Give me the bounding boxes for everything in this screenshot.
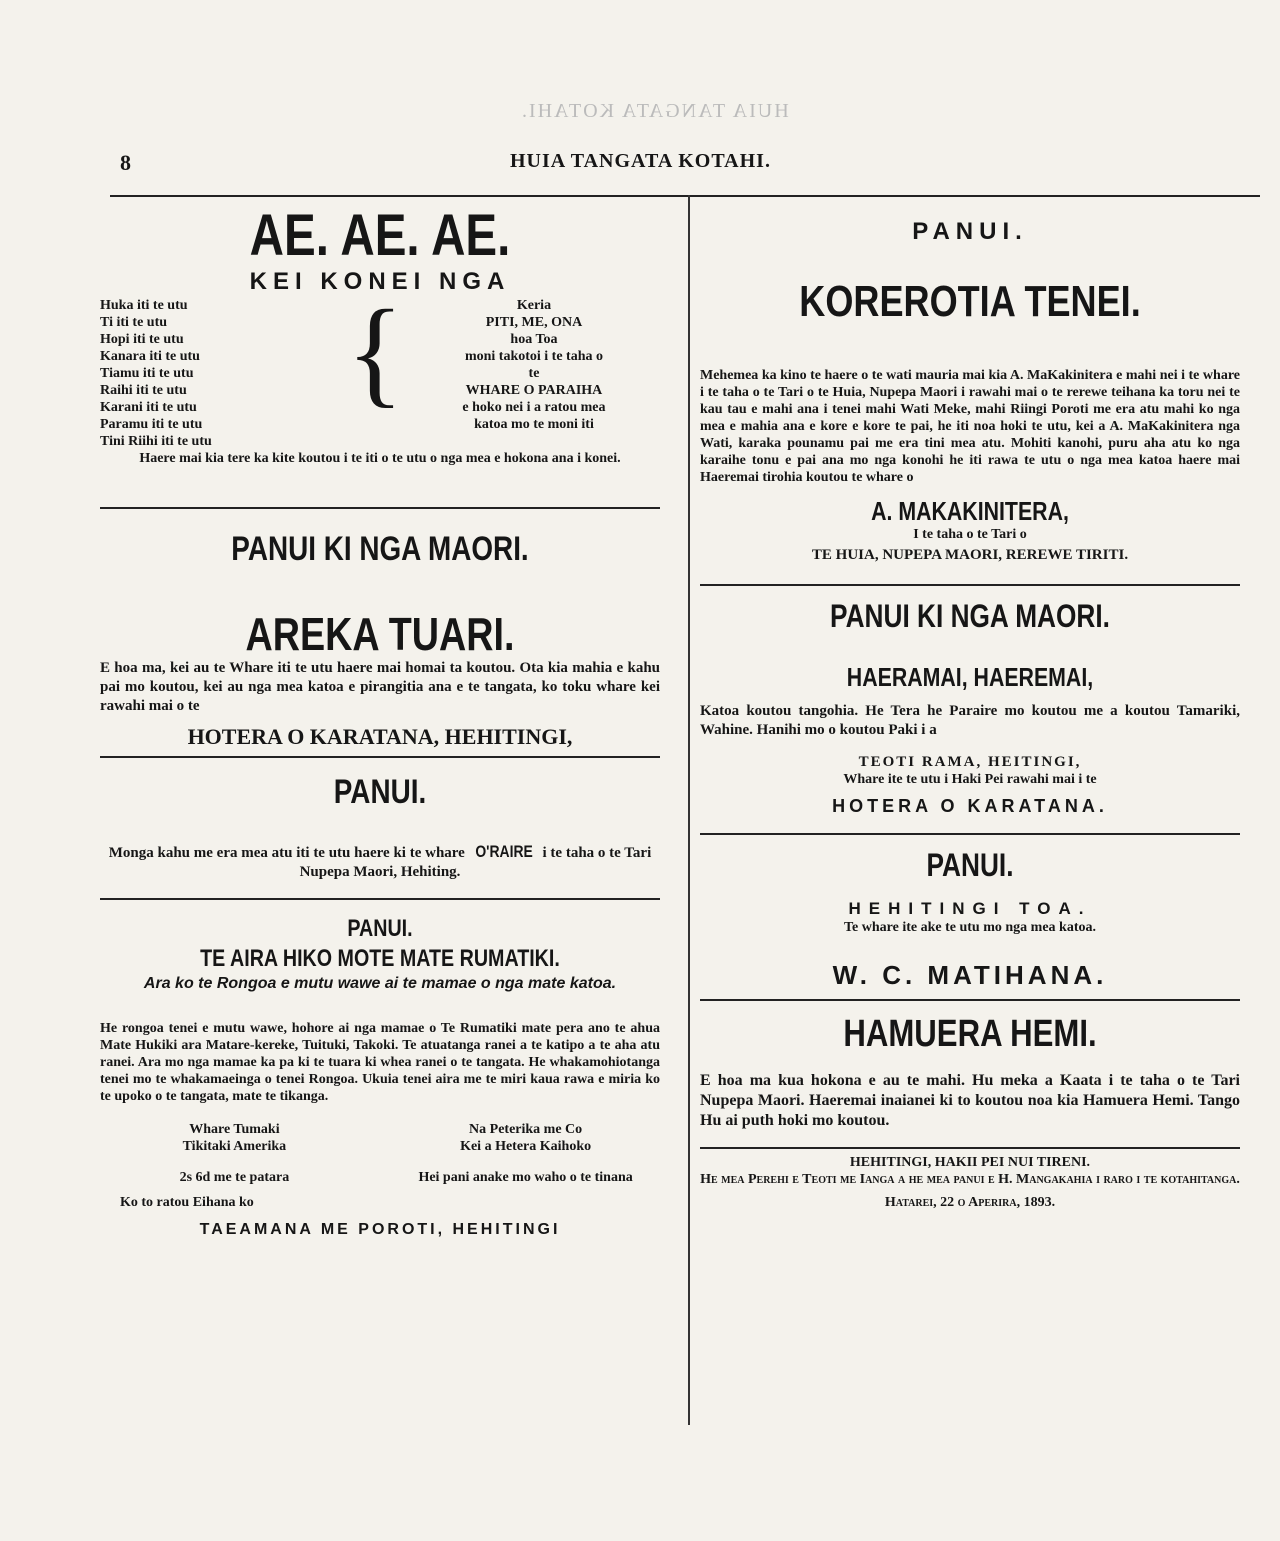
goods-item: Tini Riihi iti te utu bbox=[100, 434, 212, 449]
ad-oraire bbox=[100, 772, 660, 882]
ad-headline: KOREROTIA TENEI. bbox=[799, 277, 1141, 326]
right-column bbox=[700, 205, 1240, 1211]
shop-details bbox=[408, 297, 660, 433]
ad-body: Katoa koutou tangohia. He Tera he Paraire mo koutou me a koutou Tamariki, Wahine. Hanihi mo o koutou Paki i a bbox=[700, 703, 1240, 738]
ad-aira-hiko bbox=[100, 914, 660, 1239]
shop-name: O'RAIRE bbox=[474, 842, 533, 861]
store-name: HEHITINGI TOA. bbox=[848, 899, 1092, 918]
left-column bbox=[100, 205, 660, 1239]
imprint-place: HEHITINGI, HAKII PEI NUI TIRENI. bbox=[849, 1155, 1091, 1170]
seller-line: Kei a Hetera Kaihoko bbox=[460, 1139, 592, 1154]
goods-item: Ti iti te utu bbox=[100, 315, 168, 330]
shop-detail-line: PITI, ME, ONA bbox=[485, 315, 583, 330]
mirrored-bleedthrough-text: HUIA TANGATA KOTAHI. bbox=[520, 100, 789, 122]
goods-item: Karani iti te utu bbox=[100, 400, 197, 415]
agent-label: Ko to ratou Eihana ko bbox=[120, 1195, 254, 1210]
divider bbox=[700, 1147, 1240, 1149]
goods-item: Tiamu iti te utu bbox=[100, 366, 194, 381]
price: 2s 6d me te patara bbox=[179, 1170, 290, 1185]
sellers bbox=[100, 1121, 660, 1155]
divider bbox=[100, 756, 660, 758]
imprint bbox=[700, 1155, 1240, 1211]
brace: { bbox=[346, 285, 404, 418]
sellers-left bbox=[100, 1121, 369, 1155]
product-tagline: Ara ko te Rongoa e mutu wawe ai te mamae o nga mate katoa. bbox=[143, 975, 617, 992]
ad-title: PANUI. bbox=[333, 773, 427, 811]
ad-title: PANUI. bbox=[912, 218, 1028, 245]
ad-matihana bbox=[700, 845, 1240, 991]
divider bbox=[100, 898, 660, 900]
merchant-name: W. C. MATIHANA. bbox=[832, 960, 1108, 990]
ad-teoti-rama bbox=[700, 596, 1240, 817]
product-name: TE AIRA HIKO MOTE MATE RUMATIKI. bbox=[200, 945, 560, 972]
goods-items bbox=[100, 297, 342, 450]
shop-detail-line: te bbox=[528, 366, 540, 381]
top-rule bbox=[110, 195, 1260, 197]
ad-body: E hoa ma kua hokona e au te mahi. Hu meka a Kaata i te taha o te Tari Nupepa Maori. Haeremai inaianei ki to koutou noa kia Hamuera Hemi. Tango Hu ai puth hoki mo koutou. bbox=[700, 1072, 1240, 1129]
seller-line: Tikitaki Amerika bbox=[182, 1139, 287, 1154]
ad-body-text-2: i te taha o te Tari Nupepa Maori, Hehiting. bbox=[299, 845, 652, 880]
ad-body bbox=[100, 842, 660, 882]
sellers-right bbox=[391, 1121, 660, 1155]
ad-subtitle: KEI KONEI NGA bbox=[249, 268, 511, 295]
ad-body: Te whare ite ake te utu mo nga mea katoa. bbox=[844, 920, 1096, 935]
goods-item: Kanara iti te utu bbox=[100, 349, 200, 364]
shop-detail-line: hoa Toa bbox=[510, 332, 558, 347]
shop-detail-line: e hoko nei i a ratou mea bbox=[462, 400, 606, 415]
ad-title: AE. AE. AE. bbox=[249, 203, 511, 268]
ad-title: PANUI KI NGA MAORI. bbox=[231, 530, 529, 568]
ad-body-2: Whare ite te utu i Haki Pei rawahi mai i te bbox=[843, 772, 1097, 787]
goods-item: Huka iti te utu bbox=[100, 298, 188, 313]
seller-line: Na Peterika me Co bbox=[469, 1122, 583, 1137]
ad-title: PANUI. bbox=[347, 915, 413, 942]
agent-name: TAEAMANA ME POROTI, HEHITINGI bbox=[199, 1221, 561, 1238]
page-number: 8 bbox=[120, 150, 131, 175]
ad-body: Mehemea ka kino te haere o te wati mauria mai kia A. MaKakinitera e mahi nei i te whare i te taha o te Tari o te Huia, Nupepa Maori i rawahi mai o te rerewe teihana ka toru nei te kau tau e mahi ana i tenei mahi Wati Meke, mahi Riingi Poroti me era atu mahi ko nga mea e mahia ana e kore e kore te pai, he iti noa hoki te utu, kei a A. MaKakinitera nga Wati, karaka pounamu pai me era tini mea atu. Mohiti kanohi, puru aha atu ko nga karaihe tonu e pai ana mo nga konohi he iti rawa te utu o nga mea katoa haere mai Haeremai tirohia koutou te whare o bbox=[700, 368, 1240, 485]
divider bbox=[700, 584, 1240, 586]
price-row bbox=[100, 1169, 660, 1186]
column-rule bbox=[688, 195, 690, 1425]
merchant-name: HAMUERA HEMI. bbox=[843, 1013, 1097, 1055]
ad-body-text: Monga kahu me era mea atu iti te utu haere ki te whare bbox=[108, 845, 465, 861]
location: TE HUIA, NUPEPA MAORI, REREWE TIRITI. bbox=[811, 547, 1129, 563]
ad-title: PANUI KI NGA MAORI. bbox=[830, 598, 1110, 634]
ad-body: E hoa ma, kei au te Whare iti te utu haere mai homai ta koutou. Ota kia mahia e kahu pai mo koutou, kei au nga mea katoa e pirangitia ana e te tangata, ko toku whare kei rawahi mai o te bbox=[100, 660, 660, 714]
ad-makakinitera bbox=[700, 217, 1240, 564]
merchant-name: A. MAKAKINITERA, bbox=[871, 496, 1069, 526]
ad-areka-tuari bbox=[100, 529, 660, 750]
goods-list bbox=[100, 285, 660, 450]
merchant-name: AREKA TUARI. bbox=[245, 608, 515, 660]
merchant-name: TEOTI RAMA, HEITINGI, bbox=[858, 754, 1082, 770]
divider bbox=[100, 507, 660, 509]
goods-item: Hopi iti te utu bbox=[100, 332, 184, 347]
shop-detail-line: katoa mo te moni iti bbox=[474, 417, 594, 432]
shop-detail-line: Keria bbox=[516, 298, 552, 313]
shop-detail-line: WHARE O PARAIHA bbox=[465, 383, 603, 398]
divider bbox=[700, 833, 1240, 835]
goods-item: Paramu iti te utu bbox=[100, 417, 203, 432]
ad-hamuera-hemi bbox=[700, 1011, 1240, 1131]
ad-ae-ae bbox=[100, 205, 660, 467]
location-line: I te taha o te Tari o bbox=[913, 527, 1027, 542]
welcome-text: HAERAMAI, HAEREMAI, bbox=[846, 662, 1094, 692]
ad-footer: Haere mai kia tere ka kite koutou i te iti o te utu o nga mea e hokona ana i konei. bbox=[139, 451, 621, 466]
divider bbox=[700, 999, 1240, 1001]
running-head: HUIA TANGATA KOTAHI. bbox=[510, 150, 771, 172]
seller-line: Whare Tumaki bbox=[189, 1122, 280, 1137]
price-note: Hei pani anake mo waho o te tinana bbox=[418, 1170, 633, 1185]
goods-item: Raihi iti te utu bbox=[100, 383, 187, 398]
ad-place: HOTERA O KARATANA. bbox=[832, 796, 1108, 816]
imprint-date: Hatarei, 22 o Aperira, 1893. bbox=[884, 1195, 1056, 1210]
imprint-printer: He mea Perehi e Teoti me Ianga a he mea panui e H. Mangakahia i raro i te kotahitanga. bbox=[700, 1172, 1240, 1187]
ad-title: PANUI. bbox=[926, 847, 1014, 883]
ad-place: HOTERA O KARATANA, HEHITINGI, bbox=[187, 724, 573, 749]
ad-body: He rongoa tenei e mutu wawe, hohore ai nga mamae o Te Rumatiki mate pera ano te ahua Mate Hukiki ara Matare-kereke, Tuituki, Takoki. Te atuatanga ranei a te katipo a te aha atu ranei. Ara mo nga mamae ka pa ki te tuara ki whea ranei o te tangata. He whakamohiotanga tenei mo te whakamaeinga o tenei Rongoa. Ukuia tenei aira me te miri kaua rawa e miria ko te upoko o te tangata, mate te tikanga. bbox=[100, 1021, 660, 1104]
shop-detail-line: moni takotoi i te taha o bbox=[464, 349, 603, 364]
